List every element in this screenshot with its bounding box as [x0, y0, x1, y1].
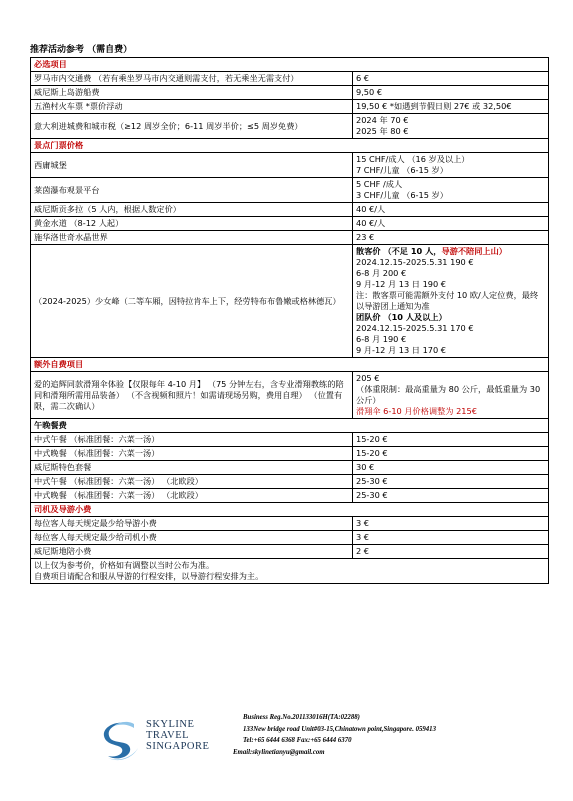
item-price: 40 €/人	[353, 203, 549, 217]
item-name: 中式晚餐 （标准团餐：六菜一汤）	[31, 447, 353, 461]
price-line: 9 月-12 月 13 日 170 €	[356, 345, 447, 355]
price-line: 205 €	[356, 373, 380, 383]
item-name: 中式晚餐 （标准团餐：六菜一汤） （北欧段）	[31, 489, 353, 503]
note-line: 自费项目请配合和服从导游的行程安排，以导游行程安排为主。	[34, 571, 264, 581]
item-name: 威尼斯上岛游船费	[31, 86, 353, 100]
item-price: 15-20 €	[353, 433, 549, 447]
item-price: 3 €	[353, 531, 549, 545]
item-name: 中式午餐 （标准团餐：六菜一汤） （北欧段）	[31, 475, 353, 489]
item-name: 罗马市内交通费 （若有乘坐罗马市内交通则需支付，若无乘坐无需支付）	[31, 72, 353, 86]
table-row-paragliding	[31, 372, 549, 419]
item-name: 五渔村火车票 *票价浮动	[31, 100, 353, 114]
table-row	[31, 489, 549, 503]
logo-line: SINGAPORE	[146, 741, 210, 752]
table-row	[31, 178, 549, 203]
price-table	[30, 57, 549, 584]
table-row	[31, 100, 549, 114]
section-header-required	[31, 58, 549, 72]
table-row	[31, 475, 549, 489]
price-line: 6-8 月 200 €	[356, 268, 407, 278]
price-line: 2025 年 80 €	[356, 126, 409, 136]
item-price: 2 €	[353, 545, 549, 559]
item-name: 意大利进城费和城市税（≥12 周岁全价；6-11 周岁半价；≤5 周岁免费）	[31, 114, 353, 139]
logo-line: SKYLINE	[146, 719, 195, 730]
item-name: 每位客人每天规定最少给导游小费	[31, 517, 353, 531]
table-row	[31, 447, 549, 461]
price-notice: 滑翔伞 6-10 月价格调整为 215€	[356, 406, 477, 416]
notes-row	[31, 559, 549, 584]
item-name: 施华洛世奇水晶世界	[31, 231, 353, 245]
item-name: 莱茵瀑布观景平台	[31, 178, 353, 203]
scatter-label: 散客价 （不足 10 人，	[356, 246, 442, 256]
item-name: （2024-2025）少女峰（二等车厢，因特拉肯车上下，经劳特布布鲁嫩或格林德瓦）	[31, 245, 353, 358]
page-title: 推荐活动参考 （需自费）	[30, 45, 133, 55]
item-name: 爱的追辉同款滑翔伞体验【仅限每年 4-10 月】 （75 分钟左右，含专业滑翔教练的陪同和滑翔所需用品装备） （不含视频和照片！如需请现场另购，费用自理） （位置有限，需二次确认）	[31, 372, 353, 419]
price-line: 9 月-12 月 13 日 190 €	[356, 279, 447, 289]
table-row	[31, 217, 549, 231]
price-line: 6-8 月 190 €	[356, 334, 407, 344]
item-name: 西庸城堡	[31, 153, 353, 178]
table-row	[31, 545, 549, 559]
item-price	[353, 153, 549, 178]
table-row	[31, 433, 549, 447]
company-phone: Tel:+65 6444 6368 Fax:+65 6444 6370	[243, 737, 352, 744]
table-row-jungfrau	[31, 245, 549, 358]
table-row	[31, 531, 549, 545]
item-name: 威尼斯地陪小费	[31, 545, 353, 559]
notes	[31, 559, 549, 584]
weight-limit: （体重限制：最高重量为 80 公斤，最低重量为 30 公斤）	[356, 384, 541, 405]
table-row	[31, 461, 549, 475]
price-line: 2024.12.15-2025.5.31 190 €	[356, 257, 474, 267]
business-reg: Business Reg.No.201133016H(TA:02288)	[243, 714, 360, 721]
logo-line: TRAVEL	[146, 730, 190, 741]
price-line: 2024 年 70 €	[356, 115, 409, 125]
item-price: 23 €	[353, 231, 549, 245]
scatter-warning: 导游不陪同上山）	[441, 246, 507, 256]
section-title: 景点门票价格	[31, 139, 549, 153]
company-footer	[98, 712, 518, 772]
section-header-tickets	[31, 139, 549, 153]
skyline-logo-icon	[98, 718, 144, 764]
item-name: 黄金水道 （8-12 人起）	[31, 217, 353, 231]
item-price: 40 €/人	[353, 217, 549, 231]
logo-text	[146, 719, 209, 752]
item-name: 中式午餐 （标准团餐：六菜一汤）	[31, 433, 353, 447]
company-email: Email:skylinetianyu@gmail.com	[233, 748, 325, 756]
section-header-extra	[31, 358, 549, 372]
item-name: 威尼斯特色套餐	[31, 461, 353, 475]
price-line: 2024.12.15-2025.5.31 170 €	[356, 323, 474, 333]
item-price: 15-20 €	[353, 447, 549, 461]
item-price	[353, 114, 549, 139]
item-price: 25-30 €	[353, 489, 549, 503]
table-row	[31, 86, 549, 100]
item-price	[353, 245, 549, 358]
table-row	[31, 517, 549, 531]
table-row	[31, 72, 549, 86]
table-row	[31, 114, 549, 139]
company-address: 133New bridge road Unit#03-15,Chinatown point,Singapore. 059413	[243, 725, 436, 733]
table-row	[31, 231, 549, 245]
item-price	[353, 372, 549, 419]
scatter-note: 注：散客票可能需额外支付 10 欧/人定位费，最终以导游团上通知为准	[356, 290, 539, 311]
item-price: 25-30 €	[353, 475, 549, 489]
item-price: 3 €	[353, 517, 549, 531]
item-price: 6 €	[353, 72, 549, 86]
item-name: 威尼斯贡多拉（5 人内，根据人数定价）	[31, 203, 353, 217]
section-title: 午晚餐费	[31, 419, 549, 433]
price-line: 3 CHF/儿童 （6-15 岁）	[356, 190, 448, 200]
item-name: 每位客人每天规定最少给司机小费	[31, 531, 353, 545]
table-row	[31, 203, 549, 217]
note-line: 以上仅为参考价，价格如有调整以当时公布为准。	[34, 560, 215, 570]
price-line: 5 CHF /成人	[356, 179, 403, 189]
section-header-tips	[31, 503, 549, 517]
group-label: 团队价 （10 人及以上）	[356, 312, 447, 322]
section-title: 必选项目	[31, 58, 549, 72]
item-price: 30 €	[353, 461, 549, 475]
item-price: 19,50 € *如遇到节假日则 27€ 或 32,50€	[353, 100, 549, 114]
item-price	[353, 178, 549, 203]
price-line: 15 CHF/成人 （16 岁及以上）	[356, 154, 470, 164]
section-header-meals	[31, 419, 549, 433]
company-info	[233, 712, 436, 758]
price-line: 7 CHF/儿童 （6-15 岁）	[356, 165, 448, 175]
table-row	[31, 153, 549, 178]
section-title: 额外自费项目	[31, 358, 549, 372]
item-price: 9,50 €	[353, 86, 549, 100]
section-title: 司机及导游小费	[31, 503, 549, 517]
